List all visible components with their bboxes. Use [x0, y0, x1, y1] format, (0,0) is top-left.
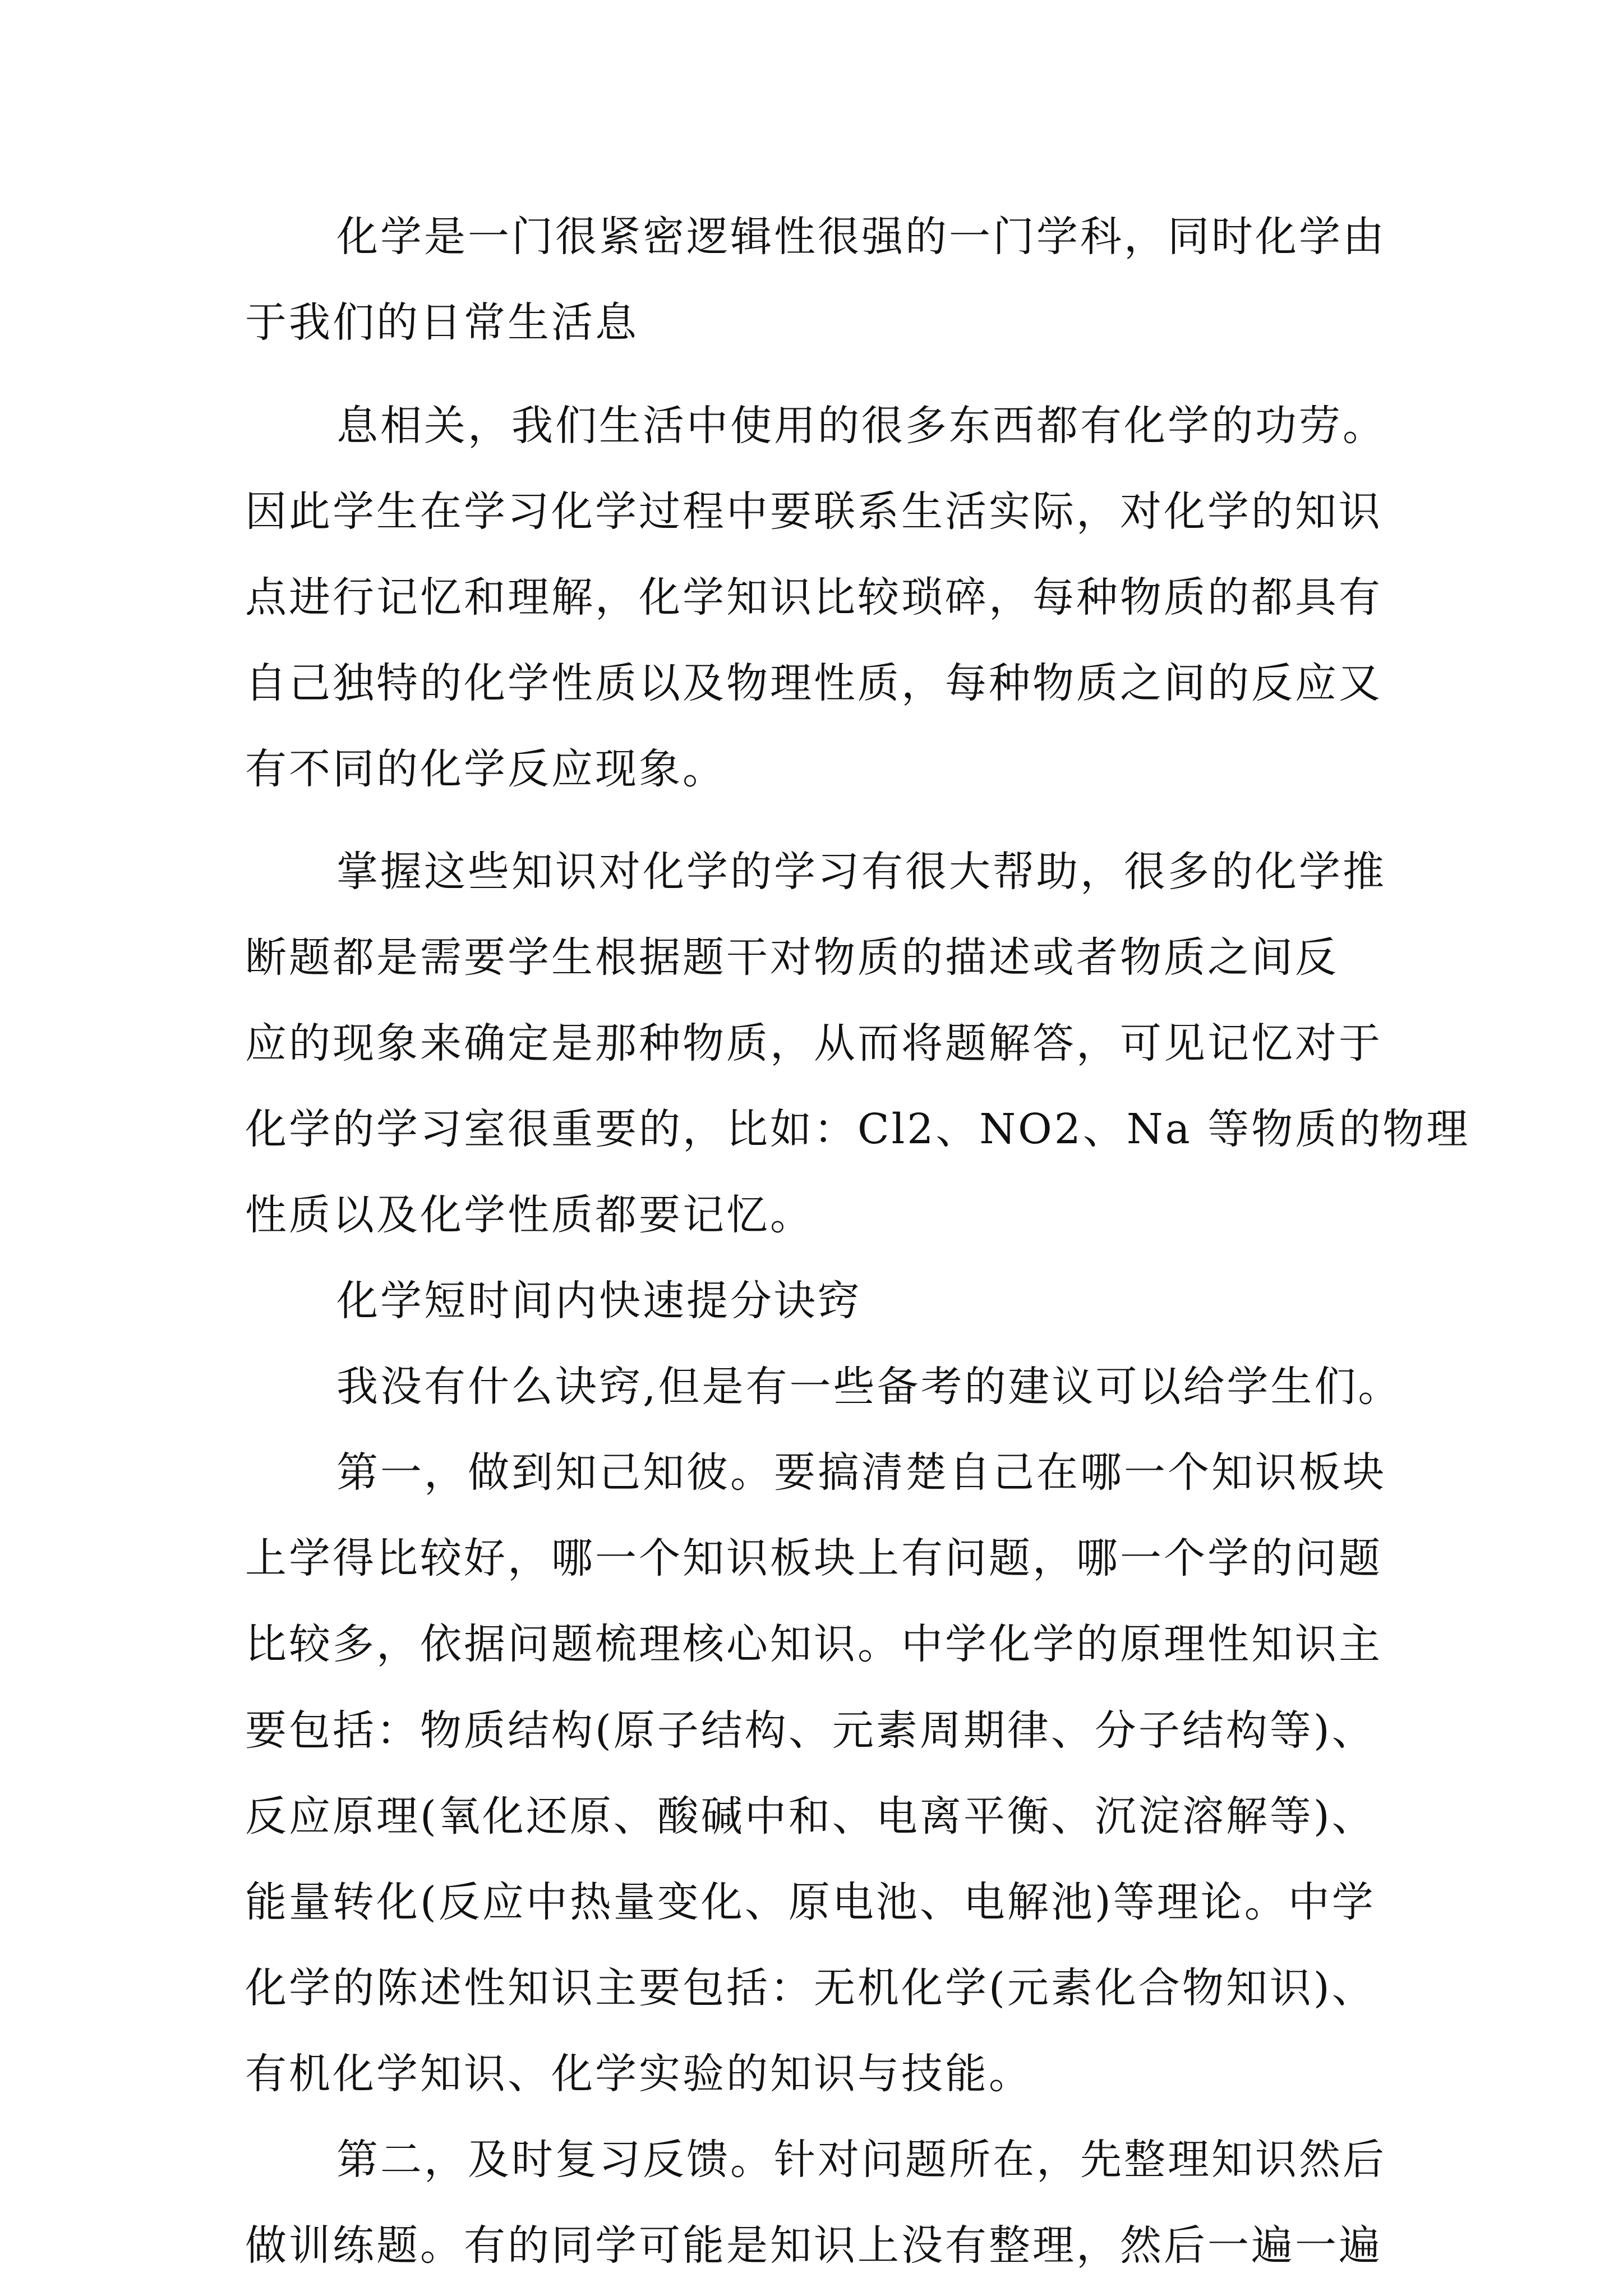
text-line-4: 因此学生在学习化学过程中要联系生活实际，对化学的知识: [245, 487, 1382, 536]
text-line-5: 点进行记忆和理解，化学知识比较琐碎，每种物质的都具有: [245, 573, 1382, 622]
text-line-6: 自己独特的化学性质以及物理性质，每种物质之间的反应又: [245, 659, 1382, 707]
text-line-7: 有不同的化学反应现象。: [245, 745, 726, 794]
text-line-10: 应的现象来确定是那种物质，从而将题解答，可见记忆对于: [245, 1019, 1382, 1068]
text-line-24: 做训练题。有的同学可能是知识上没有整理，然后一遍一遍: [245, 2221, 1382, 2270]
text-line-22: 有机化学知识、化学实验的知识与技能。: [245, 2049, 1032, 2098]
text-line-20: 能量转化(反应中热量变化、原电池、电解池)等理论。中学: [245, 1878, 1376, 1926]
text-line-2: 于我们的日常生活息: [245, 298, 639, 347]
text-line-19: 反应原理(氧化还原、酸碱中和、电离平衡、沉淀溶解等)、: [245, 1792, 1376, 1841]
text-line-17: 比较多，依据问题梳理核心知识。中学化学的原理性知识主: [245, 1620, 1382, 1669]
text-line-16: 上学得比较好，哪一个知识板块上有问题，哪一个学的问题: [245, 1534, 1382, 1583]
text-line-23: 第二，及时复习反馈。针对问题所在，先整理知识然后: [336, 2135, 1386, 2184]
text-line-13: 化学短时间内快速提分诀窍: [336, 1277, 861, 1326]
text-line-1: 化学是一门很紧密逻辑性很强的一门学科，同时化学由: [336, 213, 1386, 261]
text-line-9: 断题都是需要学生根据题干对物质的描述或者物质之间反: [245, 933, 1339, 982]
text-line-8: 掌握这些知识对化学的学习有很大帮助，很多的化学推: [336, 847, 1386, 896]
text-line-15: 第一，做到知己知彼。要搞清楚自己在哪一个知识板块: [336, 1448, 1386, 1497]
text-line-14: 我没有什么诀窍,但是有一些备考的建议可以给学生们。: [336, 1363, 1402, 1411]
text-line-21: 化学的陈述性知识主要包括：无机化学(元素化合物知识)、: [245, 1963, 1376, 2012]
text-line-12: 性质以及化学性质都要记忆。: [245, 1191, 814, 1240]
text-line-11: 化学的学习室很重要的，比如：Cl2、NO2、Na 等物质的物理: [245, 1105, 1470, 1154]
text-line-18: 要包括：物质结构(原子结构、元素周期律、分子结构等)、: [245, 1706, 1376, 1755]
text-line-3: 息相关，我们生活中使用的很多东西都有化学的功劳。: [336, 401, 1386, 450]
